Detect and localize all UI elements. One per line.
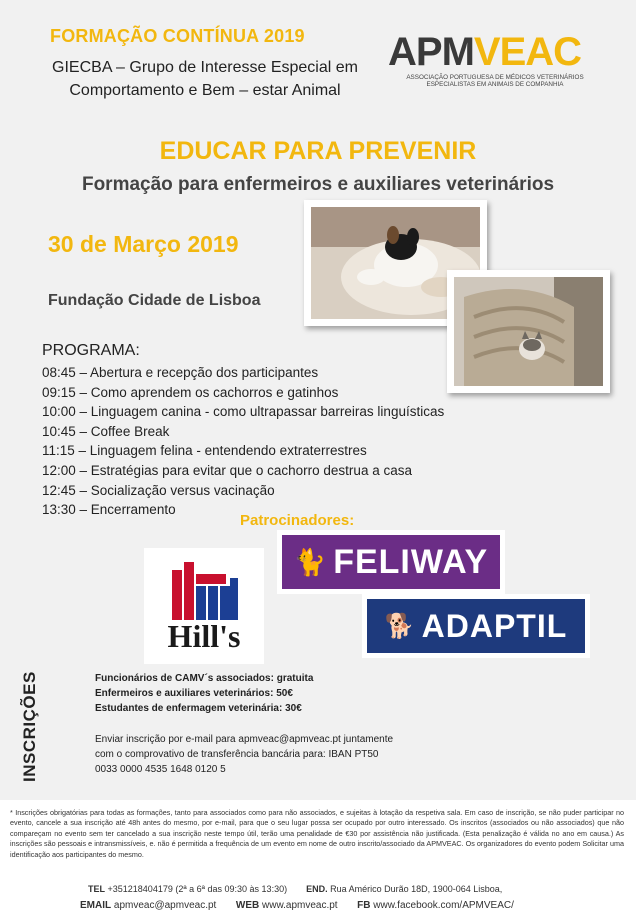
facebook-label: FB — [357, 900, 371, 911]
dog-icon: 🐕 — [384, 612, 416, 640]
program-item: 11:15 – Linguagem felina - entendendo extraterrestres — [42, 443, 367, 459]
header-subtitle-line1: GIECBA – Grupo de Interesse Especial em — [52, 59, 358, 76]
program-item: 12:00 – Estratégias para evitar que o cachorro destrua a casa — [42, 462, 412, 478]
web-label: WEB — [235, 900, 260, 911]
program-item: 13:30 – Encerramento — [42, 502, 176, 518]
logo-veac: VEAC — [473, 30, 582, 74]
program-item: 10:00 – Linguagem canina - como ultrapassar barreiras linguísticas — [42, 404, 445, 420]
address-value: Rua Américo Durão 18D, 1900-064 Lisboa, — [330, 884, 503, 894]
program-title: PROGRAMA: — [42, 342, 140, 359]
contact-line-2 — [80, 900, 514, 911]
price-item: Estudantes de enfermagem veterinária: 30€ — [95, 703, 302, 714]
contact-line-1 — [88, 884, 502, 894]
facebook-link[interactable]: www.facebook.com/APMVEAC/ — [373, 900, 514, 911]
cat-icon: 🐈 — [293, 546, 328, 577]
program-item: 09:15 – Como aprendem os cachorros e gatinhos — [42, 384, 339, 400]
price-item: Funcionários de CAMV´s associados: gratuita — [95, 673, 314, 684]
registration-prices — [95, 671, 313, 716]
logo-caption — [392, 74, 598, 88]
logo-caption-line1: ASSOCIAÇÃO PORTUGUESA DE MÉDICOS VETERINÁRIOS — [406, 74, 584, 81]
price-item: Enfermeiros e auxiliares veterinários: 50€ — [95, 688, 293, 699]
program-item: 10:45 – Coffee Break — [42, 423, 170, 439]
event-title: EDUCAR PARA PREVENIR — [159, 137, 477, 165]
registration-label: INSCRIÇÕES — [20, 671, 39, 782]
program-item: 12:45 – Socialização versus vacinação — [42, 482, 275, 498]
logo-caption-line2: ESPECIALISTAS EM ANIMAIS DE COMPANHIA — [426, 81, 564, 88]
tel-label: TEL — [88, 884, 105, 894]
header-subtitle — [40, 56, 370, 102]
enroll-line: 0033 0000 4535 1648 0120 5 — [95, 764, 226, 775]
cat-image — [454, 277, 603, 386]
event-date: 30 de Março 2019 — [48, 231, 239, 257]
event-subtitle: Formação para enfermeiros e auxiliares veterinários — [81, 174, 555, 195]
fine-print: * Inscrições obrigatórias para todas as formações, tanto para associados como para não associados, e sujeitas à lotação da respetiva sala. Em caso de inscrição, se não puder participar no evento, cancele a sua inscrição até 48h antes do mesmo, por e-mail, para que o seu lugar possa ser ocupado por outro interessado. Os inscritos (associados ou não associados) que não compareçam no evento sem ter cancelado a sua inscrição neste tempo útil, terão uma penalidade de €30 por assistência não justificada. (Esta penalização é válida no ano em causa.) As inscrições são pessoais e intransmissíveis, e. não é permitida a frequência de um evento em nome de outro inscrito/associado da APMVEAC. Os organizadores do evento podem Solicitar uma identificação aos participantes do mesmo. — [10, 808, 624, 859]
event-venue: Fundação Cidade de Lisboa — [48, 292, 261, 309]
web-link[interactable]: www.apmveac.pt — [262, 900, 338, 911]
address-label: END. — [306, 884, 328, 894]
hills-wordmark: Hill's — [167, 618, 241, 654]
enroll-line: Enviar inscrição por e-mail para apmveac@apmveac.pt juntamente — [95, 734, 394, 745]
tel-value[interactable]: +351218404179 (2ª a 6ª das 09:30 às 13:30) — [107, 884, 288, 894]
email-label: EMAIL — [80, 900, 112, 911]
email-link[interactable]: apmveac@apmveac.pt — [113, 900, 217, 911]
enroll-line: com o comprovativo de transferência bancária para: IBAN PT50 — [95, 749, 379, 760]
sponsors-title: Patrocinadores: — [240, 512, 355, 529]
feliway-wordmark: FELIWAY — [333, 542, 489, 581]
header-subtitle-line2: Comportamento e Bem – estar Animal — [69, 82, 341, 99]
cat-photo — [447, 270, 610, 393]
header-title: FORMAÇÃO CONTÍNUA 2019 — [50, 26, 305, 46]
apmveac-logo — [388, 30, 598, 96]
hills-logo — [144, 548, 264, 664]
logo-apm: APM — [388, 30, 474, 74]
adaptil-logo — [362, 594, 590, 658]
feliway-logo — [277, 530, 505, 594]
footer — [0, 800, 636, 914]
program-list — [42, 363, 444, 520]
enrollment-instructions — [95, 732, 475, 777]
adaptil-wordmark: ADAPTIL — [421, 607, 568, 644]
program-item: 08:45 – Abertura e recepção dos participantes — [42, 365, 319, 380]
logo-wordmark — [388, 30, 598, 75]
